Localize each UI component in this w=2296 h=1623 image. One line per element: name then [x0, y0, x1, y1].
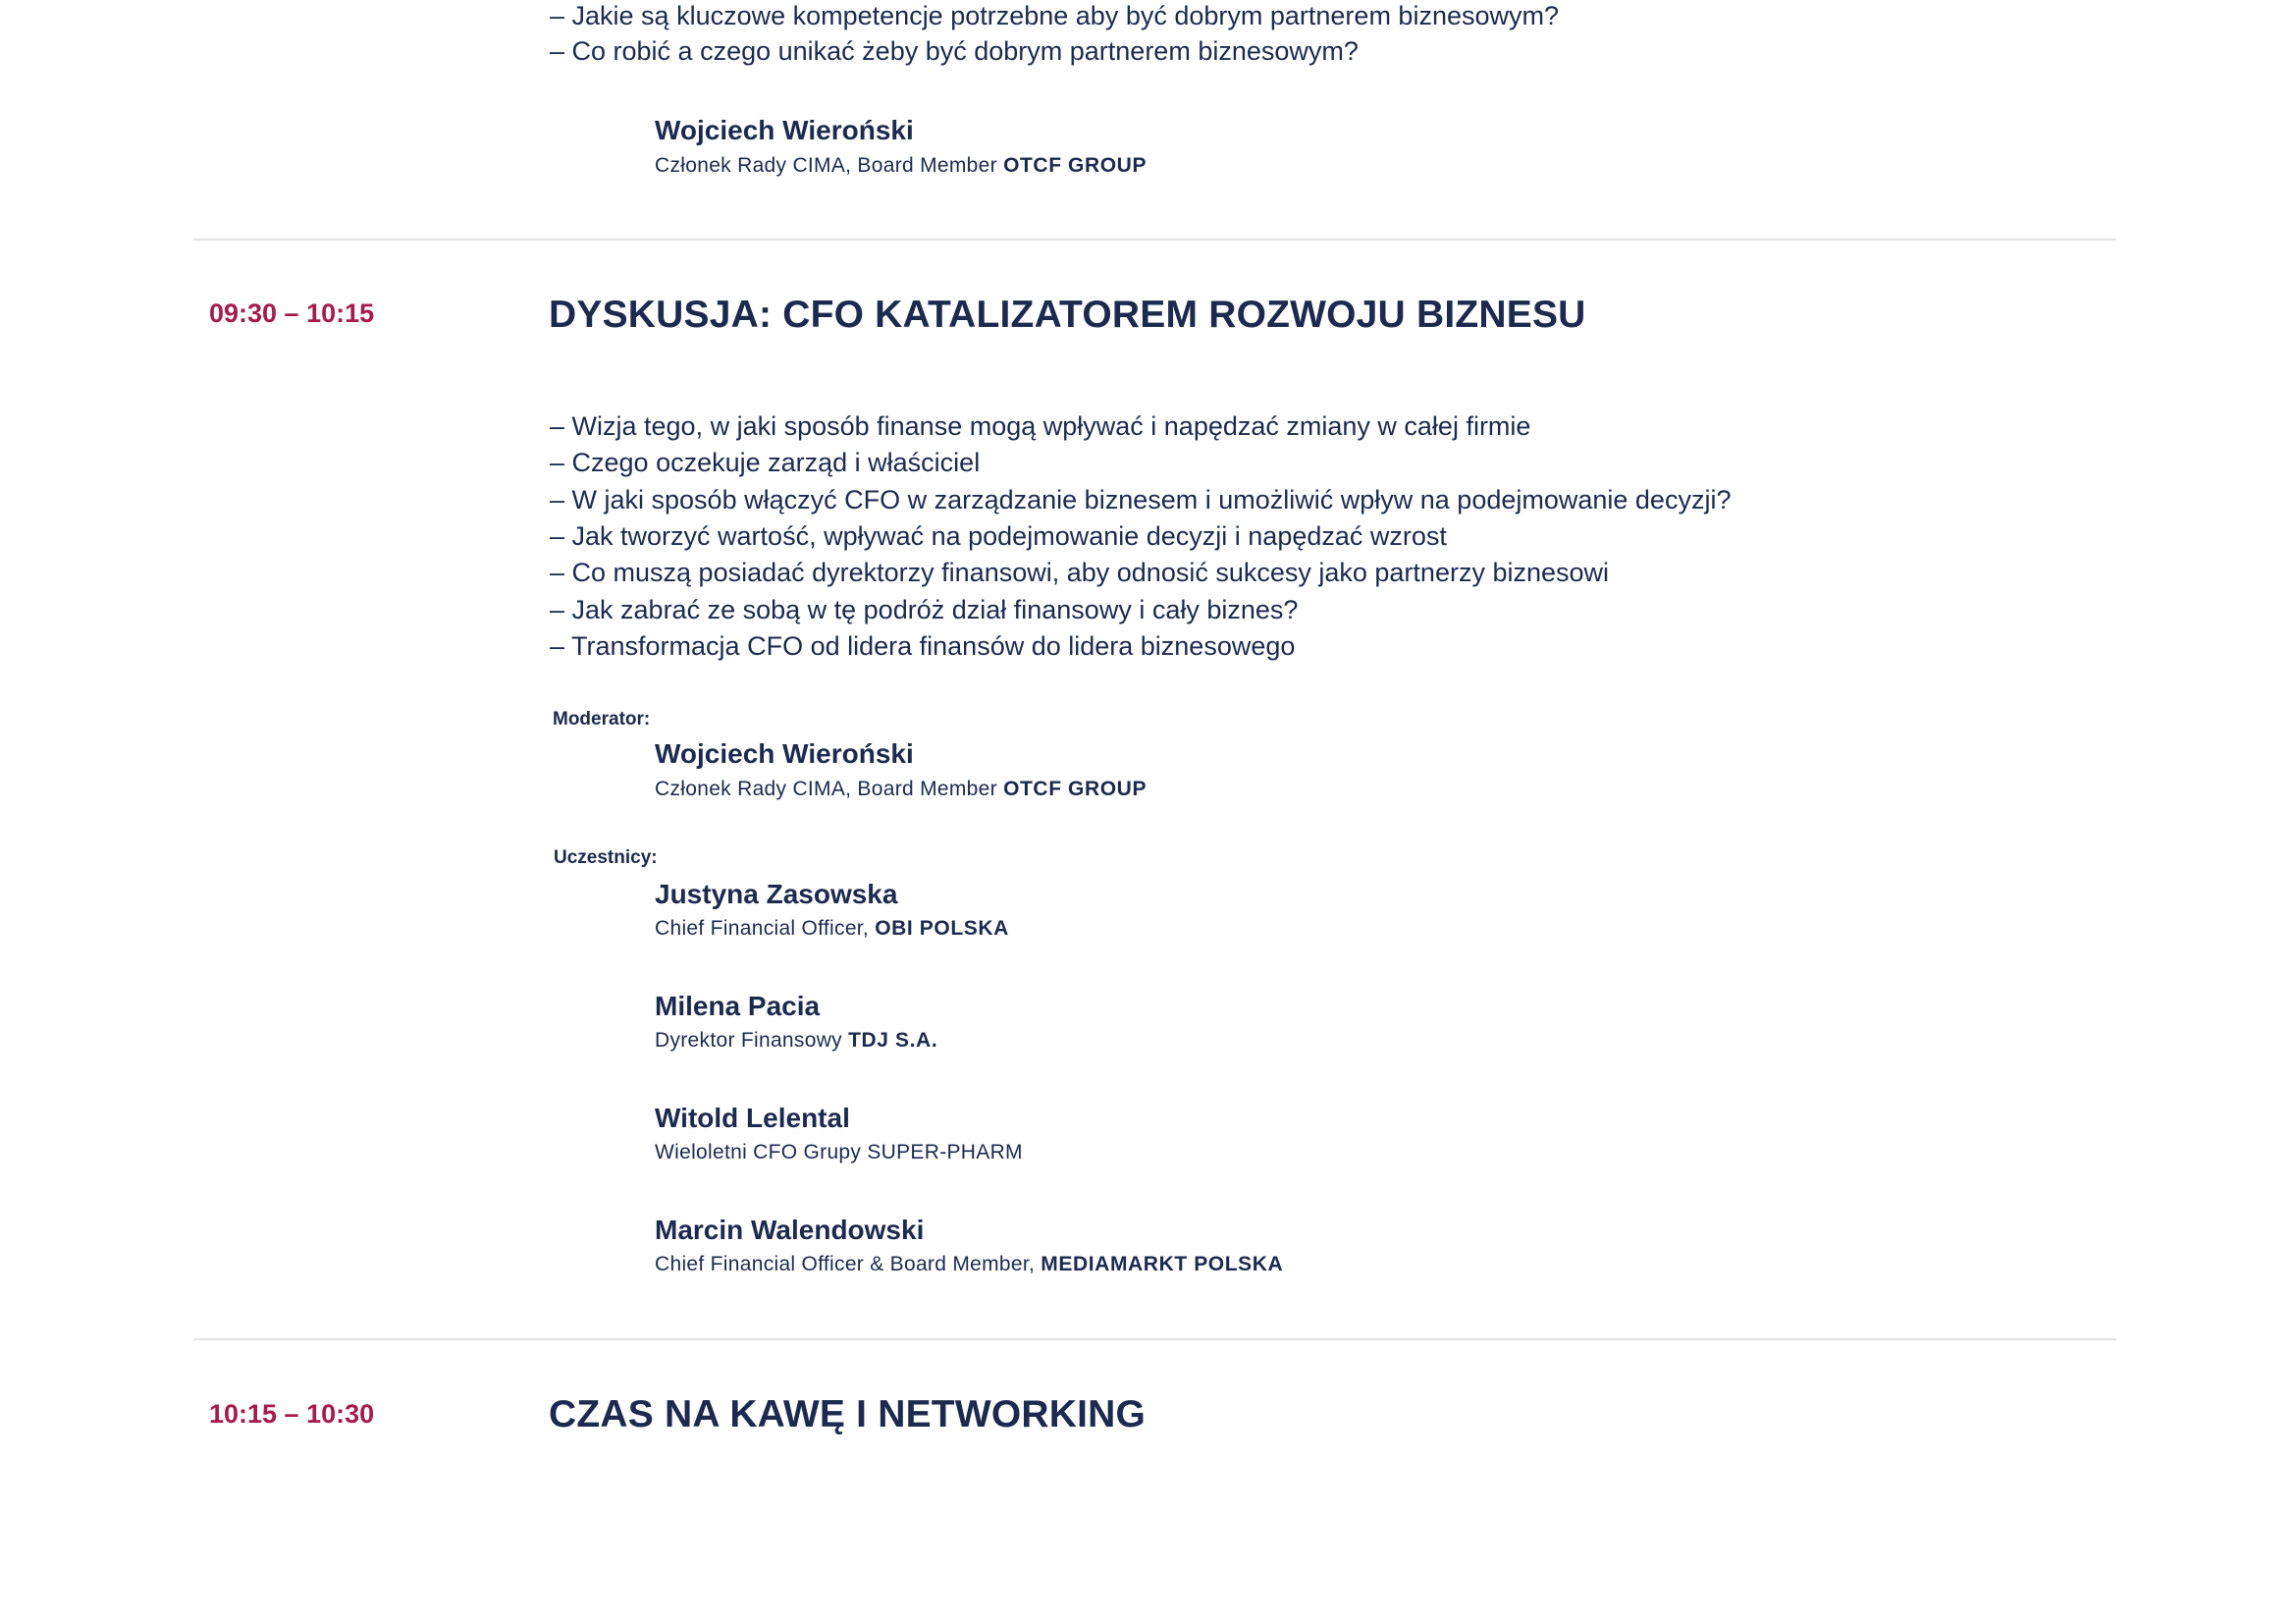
speaker-name: Justyna Zasowska [655, 879, 898, 909]
participants-label: Uczestnicy: [554, 847, 658, 868]
agenda-bullet: – Jak zabrać ze sobą w tę podróż dział finansowy i cały biznes? [550, 595, 1299, 624]
session-time: 09:30 – 10:15 [209, 298, 375, 328]
session-title: CZAS NA KAWĘ I NETWORKING [549, 1393, 1147, 1435]
speaker-name: Marcin Walendowski [655, 1215, 925, 1245]
speaker-name: Milena Pacia [655, 991, 821, 1021]
speaker-role-text: Członek Rady CIMA, Board Member [655, 778, 997, 800]
speaker-role-text: Dyrektor Finansowy [655, 1029, 842, 1052]
speaker-role-text: Członek Rady CIMA, Board Member [655, 154, 997, 177]
speaker-company: OTCF GROUP [1003, 778, 1148, 800]
section-divider [193, 1338, 2116, 1340]
session-title: DYSKUSJA: CFO KATALIZATOREM ROZWOJU BIZNESU [549, 294, 1586, 336]
speaker-role [655, 1253, 1283, 1276]
agenda-bullet: – Czego oczekuje zarząd i właściciel [550, 448, 981, 477]
agenda-bullet: – Jak tworzyć wartość, wpływać na podejmowanie decyzji i napędzać wzrost [550, 521, 1447, 551]
agenda-bullet: – Wizja tego, w jaki sposób finanse mogą wpływać i napędzać zmiany w całej firmie [550, 411, 1531, 441]
speaker-company: OBI POLSKA [875, 917, 1009, 940]
speaker-role-text: Wieloletni CFO Grupy SUPER-PHARM [655, 1141, 1023, 1163]
speaker-company: TDJ S.A. [848, 1029, 938, 1052]
speaker-role [655, 1029, 937, 1053]
speaker-name: Wojciech Wieroński [655, 738, 914, 769]
agenda-bullet: – W jaki sposób włączyć CFO w zarządzanie biznesem i umożliwić wpływ na podejmowanie decyzji? [550, 485, 1732, 514]
agenda-bullet: – Co muszą posiadać dyrektorzy finansowi, aby odnosić sukcesy jako partnerzy biznesowi [550, 558, 1610, 587]
section-divider [193, 239, 2116, 241]
agenda-bullet: – Jakie są kluczowe kompetencje potrzebne aby być dobrym partnerem biznesowym? [550, 1, 1560, 30]
agenda-bullet: – Transformacja CFO od lidera finansów do lidera biznesowego [550, 631, 1296, 661]
speaker-role [655, 154, 1147, 178]
speaker-name: Wojciech Wieroński [655, 115, 914, 145]
speaker-company: OTCF GROUP [1003, 154, 1148, 177]
speaker-name: Witold Lelental [655, 1103, 850, 1133]
agenda-bullet: – Co robić a czego unikać żeby być dobrym partnerem biznesowym? [550, 36, 1359, 66]
speaker-role-text: Chief Financial Officer, [655, 917, 870, 940]
speaker-role-text: Chief Financial Officer & Board Member, [655, 1253, 1036, 1275]
speaker-company: MEDIAMARKT POLSKA [1041, 1253, 1284, 1275]
speaker-role [655, 1141, 1023, 1164]
moderator-label: Moderator: [553, 709, 651, 730]
session-time: 10:15 – 10:30 [209, 1399, 375, 1429]
speaker-role [655, 917, 1009, 941]
speaker-role [655, 778, 1147, 801]
